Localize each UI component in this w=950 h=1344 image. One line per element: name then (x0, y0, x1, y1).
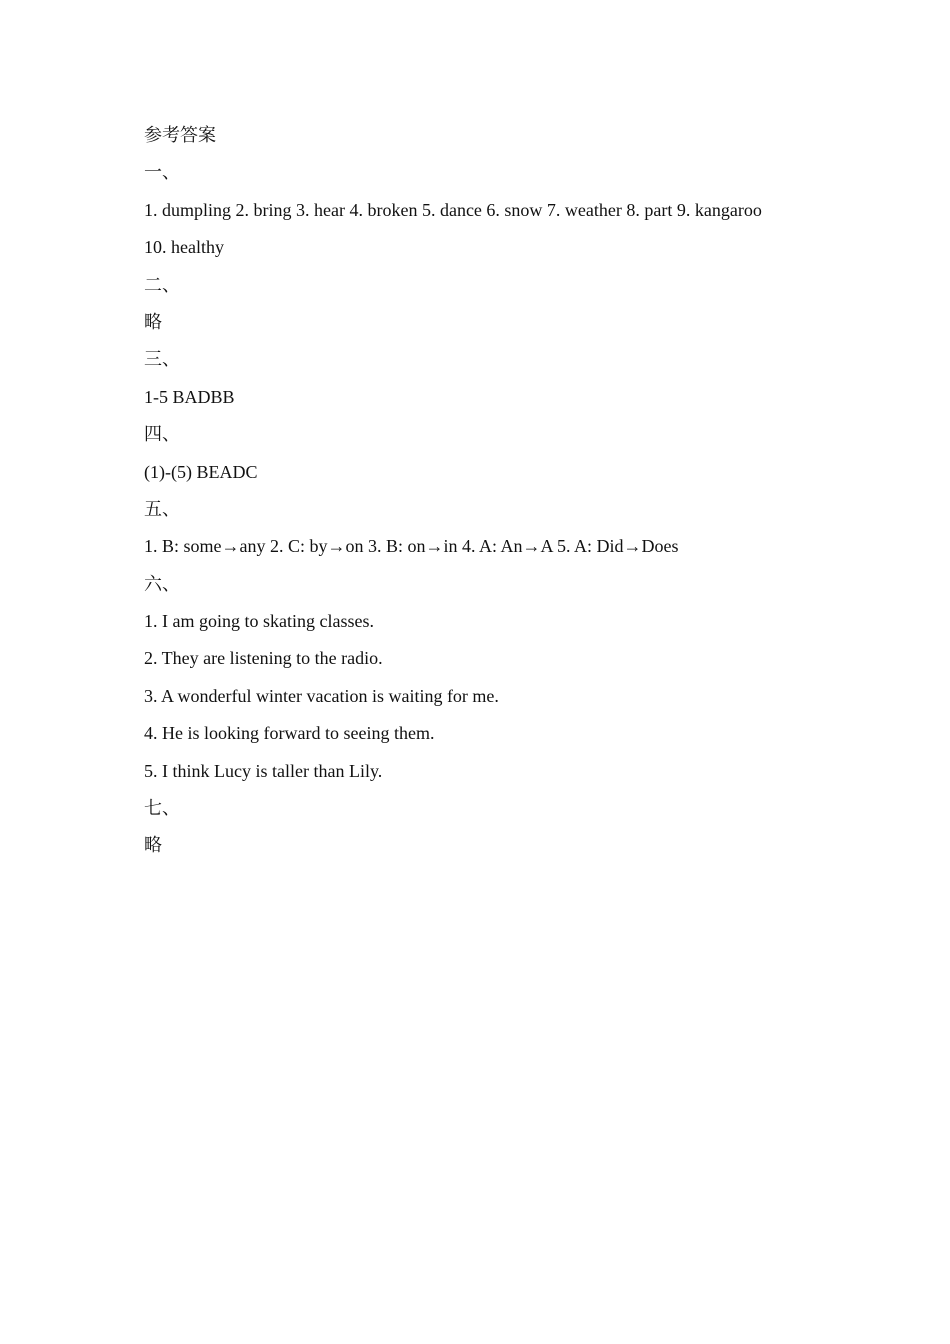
section-6-line-1: 1. I am going to skating classes. (144, 611, 374, 632)
section-heading-7: 七、 (144, 798, 180, 819)
section-1-line-2: 10. healthy (144, 237, 224, 258)
section-heading-2: 二、 (144, 274, 180, 295)
section-4-line-1: (1)-(5) BEADC (144, 461, 258, 482)
section-5-line-1: 1. B: some→any 2. C: by→on 3. B: on→in 4. A: An→A 5. A: Did→Does (144, 536, 679, 557)
section-6-line-5: 5. I think Lucy is taller than Lily. (144, 760, 383, 781)
section-heading-4: 四、 (144, 424, 180, 445)
section-heading-6: 六、 (144, 573, 180, 594)
section-6-line-3: 3. A wonderful winter vacation is waiting for me. (144, 685, 499, 706)
section-7-line-1: 略 (144, 835, 162, 856)
section-2-line-1: 略 (144, 311, 162, 332)
section-heading-3: 三、 (144, 349, 180, 370)
section-6-line-2: 2. They are listening to the radio. (144, 648, 383, 669)
section-3-line-1: 1-5 BADBB (144, 386, 235, 407)
section-6-line-4: 4. He is looking forward to seeing them. (144, 723, 435, 744)
document-title: 参考答案 (144, 125, 216, 145)
section-heading-1: 一、 (144, 162, 180, 183)
answer-key (144, 117, 864, 865)
section-1-line-1: 1. dumpling 2. bring 3. hear 4. broken 5. dance 6. snow 7. weather 8. part 9. kangaroo (144, 199, 762, 220)
section-heading-5: 五、 (144, 498, 180, 519)
